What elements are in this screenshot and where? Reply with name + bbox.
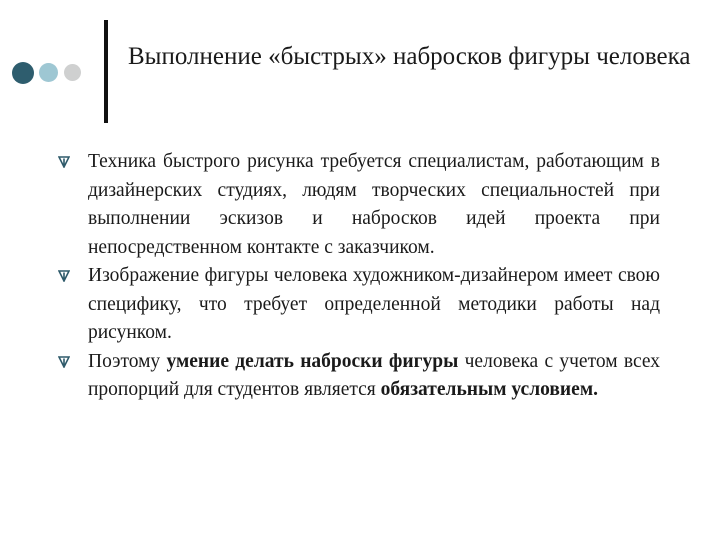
bullet-text-bold: обязательным условием.	[380, 379, 598, 400]
decorative-dot-light-blue	[39, 63, 58, 82]
bullet-text-part: Изображение фигуры человека художником-дизайнером имеет свою специфику, что требует определенной методики работы над рисунком.	[88, 265, 660, 343]
decorative-dots	[0, 0, 110, 140]
bullet-text-part: Техника быстрого рисунка требуется специалистам, работающим в дизайнерских студиях, людям творческих специальностей при выполнении эскизов и набросков идей проекта при непосредственном контакте с заказчиком.	[88, 151, 660, 258]
decorative-dot-gray	[64, 64, 81, 81]
bullet-item	[58, 148, 660, 262]
diamond-bullet-icon	[58, 156, 70, 168]
decorative-dot-dark	[12, 62, 34, 84]
diamond-bullet-icon	[58, 270, 70, 282]
bullet-list	[58, 148, 660, 405]
bullet-text-part: человека с учетом всех пропорций для студентов является	[88, 350, 660, 400]
bullet-text-bold: умение делать наброски фигуры	[166, 350, 459, 372]
bullet-item	[58, 262, 660, 348]
title-divider	[104, 20, 108, 123]
bullet-text-part: Поэтому	[88, 350, 167, 372]
bullet-item	[58, 348, 660, 405]
bullet-text	[88, 262, 660, 348]
slide-title: Выполнение «быстрых» набросков фигуры человека	[128, 43, 691, 70]
bullet-text	[88, 348, 660, 405]
bullet-text	[88, 148, 660, 262]
diamond-bullet-icon	[58, 356, 70, 368]
